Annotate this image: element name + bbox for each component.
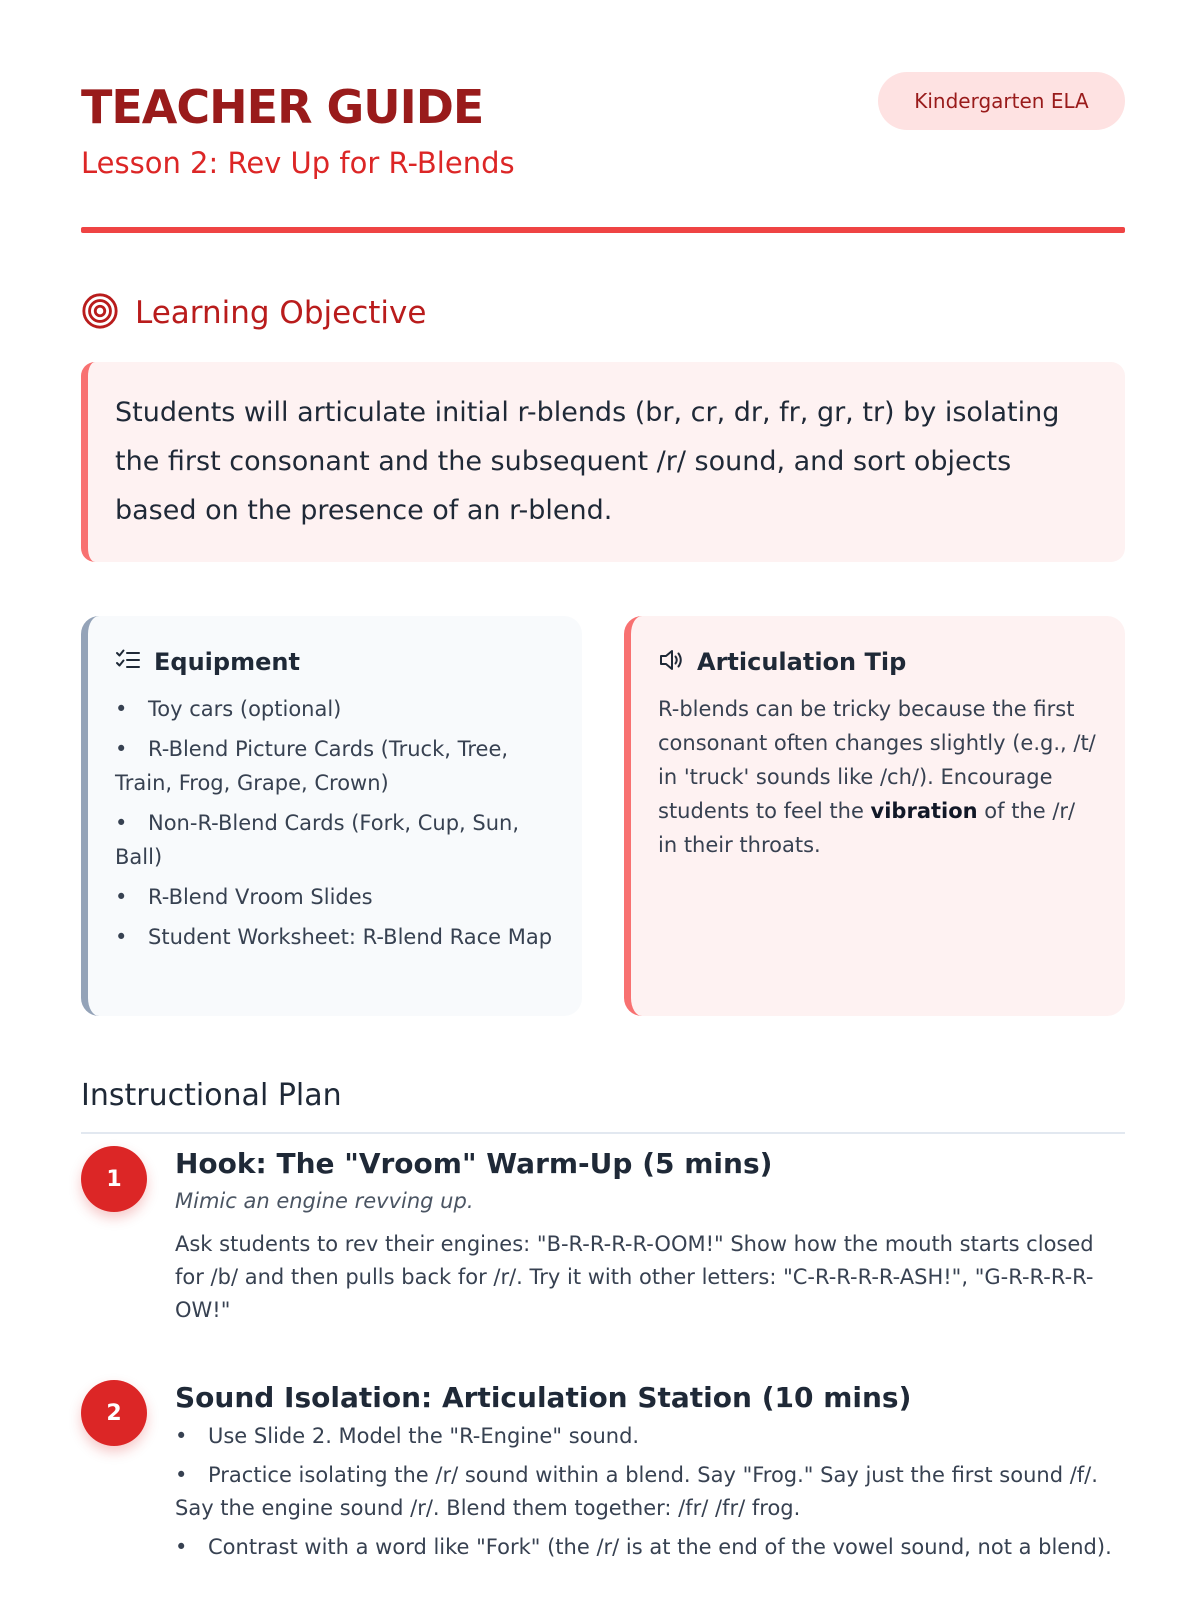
list-item: • Non-R-Blend Cards (Fork, Cup, Sun, Ball) [115,811,520,869]
header-divider [81,227,1125,233]
step-title: Sound Isolation: Articulation Station (10 mins) [175,1381,912,1414]
list-item: • Contrast with a word like "Fork" (the /r/ is at the end of the vowel sound, not a blend). [175,1535,1112,1559]
list-item: • Practice isolating the /r/ sound within a blend. Say "Frog." Say just the first sound /f/. Say the engine sound /r/. Blend them together: /fr/ /fr/ frog. [175,1463,1098,1520]
target-icon [81,292,119,334]
page-title: TEACHER GUIDE [81,80,484,134]
step-body [175,1146,1125,1327]
plan-divider [81,1132,1125,1134]
equipment-heading [115,644,556,680]
step-text: Ask students to rev their engines: "B-R-R-R-R-OOM!" Show how the mouth starts closed for /b/ and then pulls back for /r/. Try it with other letters: "C-R-R-R-R-ASH!", "G-R-R-R-R-OW!" [175,1232,1094,1322]
objective-title: Learning Objective [135,295,427,331]
step-number-badge: 1 [81,1146,147,1212]
equipment-card [81,616,582,1016]
step-body [175,1380,1125,1570]
equipment-list [115,692,556,954]
tip-emphasis: vibration [870,799,978,823]
list-item: • R-Blend Vroom Slides [115,885,373,909]
objective-box [81,362,1125,562]
tip-title: Articulation Tip [697,648,907,676]
lesson-subtitle: Lesson 2: Rev Up for R-Blends [81,146,515,180]
instructional-plan-heading: Instructional Plan [81,1078,342,1113]
step-list [175,1420,1125,1564]
step-note: Mimic an engine revving up. [175,1189,474,1213]
articulation-tip-card [624,616,1125,1016]
speaker-icon [658,647,684,677]
equipment-title: Equipment [154,648,300,676]
step-number-badge: 2 [81,1380,147,1446]
objective-heading [81,292,426,334]
list-item: • Student Worksheet: R-Blend Race Map [115,925,553,949]
list-item: • Toy cars (optional) [115,697,342,721]
tip-heading [658,644,1099,680]
list-item: • R-Blend Picture Cards (Truck, Tree, Train, Frog, Grape, Crown) [115,737,509,795]
checklist-icon [115,647,141,677]
objective-text: Students will articulate initial r-blends (br, cr, dr, fr, gr, tr) by isolating the first consonant and the subsequent /r/ sound, and sort objects based on the presence of an r-blend. [115,397,1060,526]
grade-badge: Kindergarten ELA [878,72,1125,130]
header [81,70,1125,230]
list-item: • Use Slide 2. Model the "R-Engine" sound. [175,1424,640,1448]
teacher-guide-page [81,70,1125,1559]
tip-text: R-blends can be tricky because the first consonant often changes slightly (e.g., /t/ in 'truck' sounds like /ch/). Encourage students to feel the vibration of the /r/ in their throats. [658,697,1096,857]
step-title: Hook: The "Vroom" Warm-Up (5 mins) [175,1147,773,1180]
